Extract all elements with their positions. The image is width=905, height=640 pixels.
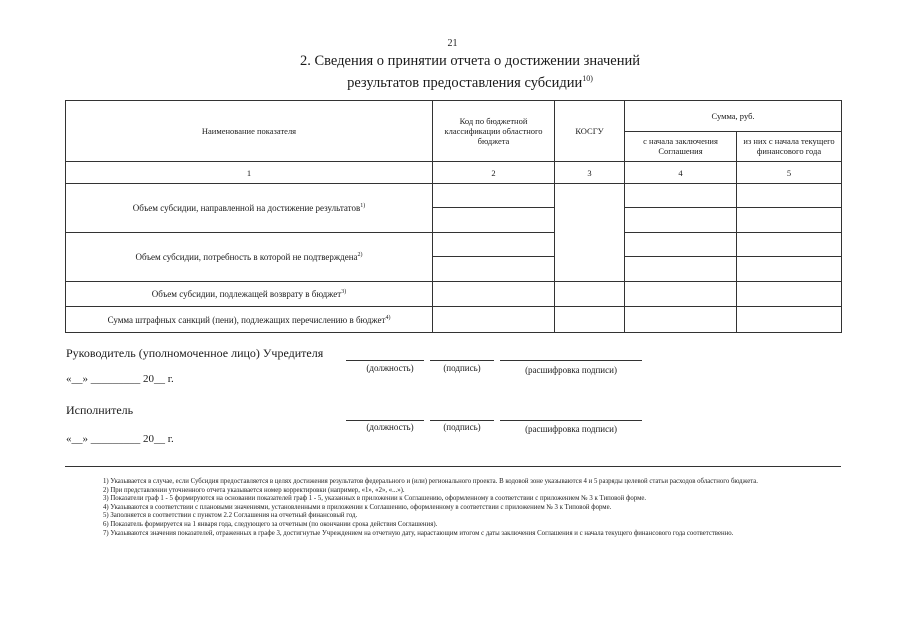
input-cell[interactable]: [737, 183, 842, 208]
column-number: 2: [433, 162, 555, 183]
input-cell[interactable]: [433, 183, 555, 208]
row-label: [66, 232, 433, 281]
header-row: [66, 101, 842, 132]
input-cell[interactable]: [737, 281, 842, 307]
page-number: 21: [447, 38, 458, 49]
header-budget-code: Код по бюджетной классификации областного бюджета: [433, 101, 555, 162]
column-number: 4: [625, 162, 737, 183]
input-cell[interactable]: [625, 281, 737, 307]
executor-position-line[interactable]: [346, 420, 424, 421]
row-label-text: Объем субсидии, потребность в которой не подтверждена: [135, 251, 358, 262]
input-cell[interactable]: [555, 307, 625, 333]
table-row: [66, 232, 842, 257]
column-numbers-row: [66, 162, 842, 183]
page-title: [260, 53, 680, 92]
head-signature-line[interactable]: [430, 360, 494, 361]
executor-signature-line[interactable]: [430, 420, 494, 421]
input-cell[interactable]: [737, 208, 842, 233]
input-cell[interactable]: [625, 257, 737, 282]
head-decoding-line[interactable]: [500, 360, 642, 361]
title-footnote-ref: 10): [582, 74, 593, 83]
row-label-text: Объем субсидии, направленной на достижение результатов: [132, 202, 361, 213]
footnote: 2) При представлении уточненного отчета указывается номер корректировки (например, «1», «2», «...»).: [103, 486, 405, 494]
head-signature-caption: (подпись): [443, 363, 481, 373]
row-label: [66, 281, 433, 307]
row-footnote-ref: 2): [357, 251, 363, 258]
column-number: 3: [555, 162, 625, 183]
executor-date[interactable]: «__» _________ 20__ г.: [66, 433, 174, 445]
input-cell[interactable]: [555, 183, 625, 281]
input-cell[interactable]: [737, 257, 842, 282]
footnote-divider: [65, 466, 841, 467]
footnote: 3) Показатели граф 1 - 5 формируются на основании показателей граф 1 - 5, указанных в приложении к Соглашению, оформленному в соответствии с приложением № 3 к Типовой форме.: [103, 495, 647, 503]
input-cell[interactable]: [625, 183, 737, 208]
row-footnote-ref: 3): [341, 289, 347, 296]
column-number: 1: [66, 162, 433, 183]
executor-position-caption: (должность): [366, 422, 414, 432]
executor-signature-label: Исполнитель: [66, 403, 134, 417]
row-label-text: Объем субсидии, подлежащей возврату в бюджет: [151, 289, 342, 300]
executor-decoding-line[interactable]: [500, 420, 642, 421]
head-date[interactable]: «__» _________ 20__ г.: [66, 373, 174, 385]
table-row: [66, 281, 842, 307]
row-label: [66, 183, 433, 232]
footnotes: [65, 478, 845, 538]
head-signature-label: Руководитель (уполномоченное лицо) Учредителя: [66, 346, 324, 360]
title-line-2-text: результатов предоставления субсидии: [347, 74, 583, 91]
input-cell[interactable]: [737, 232, 842, 257]
head-decoding-caption: (расшифровка подписи): [525, 365, 617, 375]
header-sum: Сумма, руб.: [625, 101, 842, 132]
header-since-year: из них с начала текущего финансового года: [737, 131, 842, 162]
footnote: 6) Показатель формируется на 1 января года, следующего за отчетным (по окончании срока действия Соглашения).: [103, 520, 438, 528]
input-cell[interactable]: [433, 307, 555, 333]
input-cell[interactable]: [625, 232, 737, 257]
column-number: 5: [737, 162, 842, 183]
row-label: [66, 307, 433, 333]
header-since-agreement: с начала заключения Соглашения: [625, 131, 737, 162]
report-table: [65, 100, 842, 333]
row-footnote-ref: 1): [360, 202, 366, 209]
input-cell[interactable]: [555, 281, 625, 307]
input-cell[interactable]: [433, 281, 555, 307]
title-line-1: 2. Сведения о принятии отчета о достижении значений: [300, 53, 640, 69]
input-cell[interactable]: [433, 257, 555, 282]
footnote: 1) Указывается в случае, если Субсидия предоставляется в целях достижения результатов федерального и (или) регионального проекта. В кодовой зоне указываются 4 и 5 разряды целевой статьи расходов областного бюджета.: [103, 478, 759, 485]
row-footnote-ref: 4): [385, 314, 391, 321]
input-cell[interactable]: [433, 232, 555, 257]
row-label-text: Сумма штрафных санкций (пени), подлежащих перечислению в бюджет: [107, 314, 386, 325]
table-row: [66, 183, 842, 208]
head-position-line[interactable]: [346, 360, 424, 361]
footnote: 5) Заполняется в соответствии с пунктом 2.2 Соглашения на отчетный финансовый год.: [103, 512, 358, 520]
executor-signature-caption: (подпись): [443, 422, 481, 432]
input-cell[interactable]: [625, 208, 737, 233]
input-cell[interactable]: [737, 307, 842, 333]
table-row: [66, 307, 842, 333]
title-line-2: [260, 70, 680, 92]
input-cell[interactable]: [433, 208, 555, 233]
header-kosgu: КОСГУ: [555, 101, 625, 162]
executor-decoding-caption: (расшифровка подписи): [525, 424, 617, 434]
input-cell[interactable]: [625, 307, 737, 333]
header-name: Наименование показателя: [66, 101, 433, 162]
footnote: 7) Указываются значения показателей, отраженных в графе 3, достигнутые Учреждением на отчетную дату, нарастающим итогом с даты заключения Соглашения и с начала текущего финансового года соответственно.: [103, 529, 734, 537]
head-position-caption: (должность): [366, 363, 414, 373]
footnote: 4) Указываются в соответствии с плановыми значениями, установленными в приложении к Соглашению, оформленному в соответствии с приложением № 3 к Типовой форме.: [103, 503, 612, 511]
